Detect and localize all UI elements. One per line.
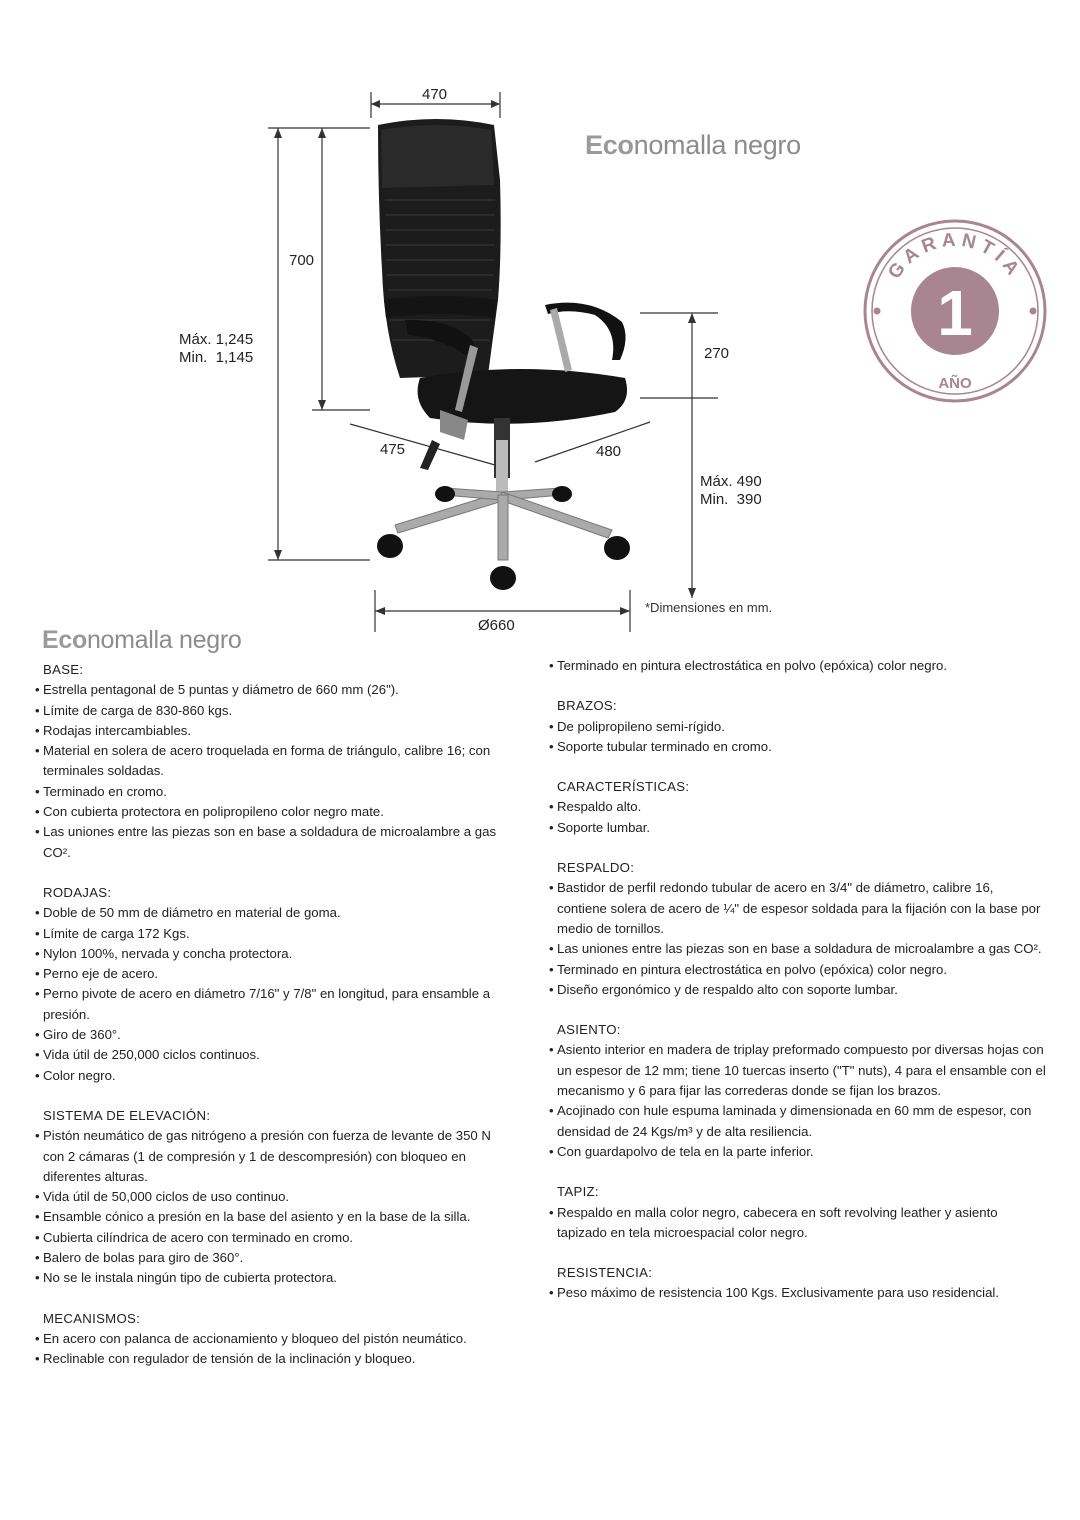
warranty-number: 1 <box>937 277 973 349</box>
spec-item: • Giro de 360°. <box>32 1025 502 1045</box>
spec-item: • Terminado en cromo. <box>32 782 502 802</box>
spec-item: • Cubierta cilíndrica de acero con terminado en cromo. <box>32 1228 502 1248</box>
warranty-badge <box>862 218 1048 404</box>
spec-item: • No se le instala ningún tipo de cubierta protectora. <box>32 1268 502 1288</box>
spec-item: • Balero de bolas para giro de 360°. <box>32 1248 502 1268</box>
spec-item: • Terminado en pintura electrostática en polvo (epóxica) color negro. <box>546 656 1046 676</box>
spec-section-heading: RESPALDO: <box>557 860 635 876</box>
spec-item: • Rodajas intercambiables. <box>32 721 502 741</box>
specs-left-column <box>32 660 502 1390</box>
spec-section-heading: RODAJAS: <box>43 884 112 900</box>
spec-item: • De polipropileno semi-rígido. <box>546 717 1046 737</box>
dim-armrest-height: 270 <box>704 345 730 362</box>
spec-section-heading: SISTEMA DE ELEVACIÓN: <box>43 1107 211 1123</box>
product-title-section: Economalla negro <box>42 626 242 654</box>
spec-item: • Límite de carga de 830-860 kgs. <box>32 701 502 721</box>
dim-backrest-height: 700 <box>289 252 315 269</box>
spec-section-heading: CARACTERÍSTICAS: <box>557 779 690 795</box>
spec-section <box>546 858 1046 1000</box>
spec-item: • Nylon 100%, nervada y concha protectora. <box>32 944 502 964</box>
spec-section <box>32 1106 502 1289</box>
spec-item: • Ensamble cónico a presión en la base del asiento y en la base de la silla. <box>32 1207 502 1227</box>
spec-item: • Vida útil de 250,000 ciclos continuos. <box>32 1045 502 1065</box>
spec-item: • Las uniones entre las piezas son en base a soldadura de microalambre a gas CO². <box>546 939 1046 959</box>
spec-section <box>32 1309 502 1370</box>
spec-section-heading: TAPIZ: <box>557 1184 599 1200</box>
spec-item: • Color negro. <box>32 1066 502 1086</box>
spec-section <box>32 660 502 863</box>
chair-icon <box>377 119 630 590</box>
spec-item: • Doble de 50 mm de diámetro en material de goma. <box>32 903 502 923</box>
product-title-top: Economalla negro <box>585 130 801 160</box>
spec-item: • Estrella pentagonal de 5 puntas y diámetro de 660 mm (26"). <box>32 680 502 700</box>
warranty-label: GARANTÍA <box>884 229 1026 284</box>
spec-item: • Bastidor de perfil redondo tubular de acero en 3/4" de diámetro, calibre 16, contiene solera de acero de ¼" de espesor soldada para la fijación con la base por medio de tornillos. <box>546 878 1046 939</box>
spec-section-heading: RESISTENCIA: <box>557 1265 653 1281</box>
dim-total-height-max: Máx. 1,245 <box>179 331 254 348</box>
warranty-unit: AÑO <box>938 375 972 392</box>
spec-item: • Asiento interior en madera de triplay preformado compuesto por diversas hojas con un espesor de 12 mm; tiene 10 tuercas inserto ("T" nuts), 4 para el ensamble con el mecanismo y 6 para fijar las correderas donde se fijan los brazos. <box>546 1040 1046 1101</box>
spec-item: • Acojinado con hule espuma laminada y dimensionada en 60 mm de espesor, con densidad de 24 Kgs/m³ y de alta resiliencia. <box>546 1101 1046 1142</box>
dim-width-top: 470 <box>422 86 448 103</box>
spec-section-heading: BRAZOS: <box>557 698 617 714</box>
spec-item: • Peso máximo de resistencia 100 Kgs. Exclusivamente para uso residencial. <box>546 1283 1046 1303</box>
spec-item: • Perno pivote de acero en diámetro 7/16" y 7/8" en longitud, para ensamble a presión. <box>32 984 502 1025</box>
spec-section-heading: BASE: <box>43 662 84 677</box>
dim-total-height-min: Min. 1,145 <box>179 349 254 366</box>
spec-section <box>546 1182 1046 1243</box>
specs-right-column <box>546 656 1046 1324</box>
spec-section <box>546 656 1046 676</box>
spec-item: • Con cubierta protectora en polipropileno color negro mate. <box>32 802 502 822</box>
spec-item: • Límite de carga 172 Kgs. <box>32 924 502 944</box>
spec-section <box>546 696 1046 757</box>
dim-seat-width: 480 <box>596 443 622 460</box>
dimensions-note: *Dimensiones en mm. <box>645 600 773 615</box>
dim-seat-height-max: Máx. 490 <box>700 473 762 490</box>
spec-section <box>546 1263 1046 1304</box>
dim-seat-height-min: Min. 390 <box>700 491 762 508</box>
spec-item: • Soporte tubular terminado en cromo. <box>546 737 1046 757</box>
spec-item: • Soporte lumbar. <box>546 818 1046 838</box>
spec-section <box>546 777 1046 838</box>
spec-item: • En acero con palanca de accionamiento y bloqueo del pistón neumático. <box>32 1329 502 1349</box>
spec-section <box>32 883 502 1086</box>
dim-base-diameter: Ø660 <box>478 617 515 634</box>
spec-item: • Diseño ergonómico y de respaldo alto con soporte lumbar. <box>546 980 1046 1000</box>
spec-section <box>546 1020 1046 1162</box>
spec-item: • Terminado en pintura electrostática en polvo (epóxica) color negro. <box>546 960 1046 980</box>
spec-item: • Perno eje de acero. <box>32 964 502 984</box>
spec-item: • Material en solera de acero troquelada en forma de triángulo, calibre 16; con terminales soldadas. <box>32 741 502 782</box>
spec-item: • Con guardapolvo de tela en la parte inferior. <box>546 1142 1046 1162</box>
spec-section-heading: MECANISMOS: <box>43 1310 141 1326</box>
spec-item: • Las uniones entre las piezas son en base a soldadura de microalambre a gas CO². <box>32 822 502 863</box>
spec-item: • Vida útil de 50,000 ciclos de uso continuo. <box>32 1187 502 1207</box>
spec-item: • Reclinable con regulador de tensión de la inclinación y bloqueo. <box>32 1349 502 1369</box>
spec-section-heading: ASIENTO: <box>557 1022 621 1038</box>
spec-item: • Pistón neumático de gas nitrógeno a presión con fuerza de levante de 350 N con 2 cámaras (1 de compresión y 1 de descompresión) con bloqueo en diferentes alturas. <box>32 1126 502 1187</box>
spec-item: • Respaldo alto. <box>546 797 1046 817</box>
dim-seat-depth: 475 <box>380 441 406 458</box>
spec-item: • Respaldo en malla color negro, cabecera en soft revolving leather y asiento tapizado en tela microespacial color negro. <box>546 1203 1046 1244</box>
